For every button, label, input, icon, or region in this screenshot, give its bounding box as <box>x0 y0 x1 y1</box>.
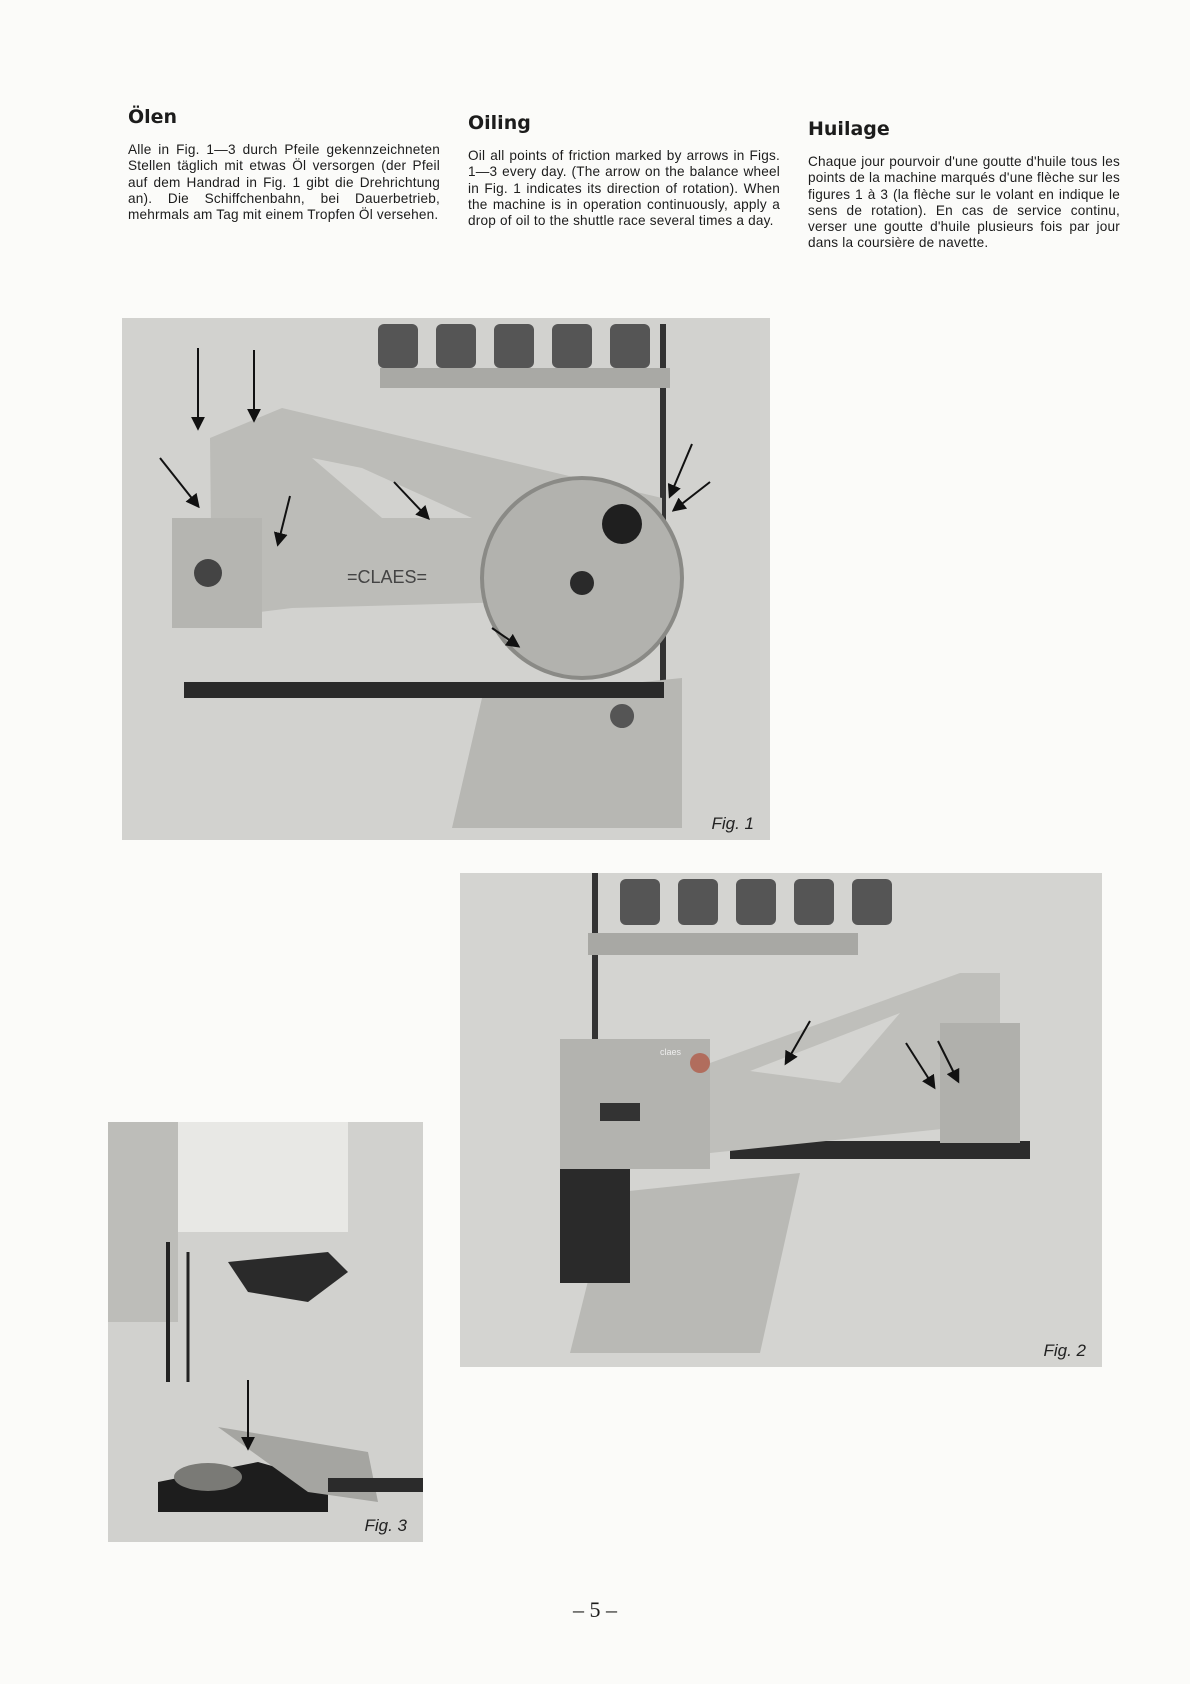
section-body: Oil all points of friction marked by arrows in Figs. 1—3 every day. (The arrow on the balance wheel in Fig. 1 indicates its direction of rotation). When the machine is in operation continuously, apply a drop of oil to the shuttle race several times a day. <box>468 148 780 229</box>
section-heading: Ölen <box>128 106 178 128</box>
machine-brand-label: claes <box>660 1047 682 1057</box>
section-heading: Oiling <box>468 112 531 134</box>
section-heading: Huilage <box>808 118 890 140</box>
figure-2-photo <box>460 873 1102 1367</box>
shuttle-race-closeup-illustration <box>108 1122 423 1542</box>
figure-3-caption: Fig. 3 <box>364 1516 407 1535</box>
sewing-machine-side-illustration <box>122 318 770 840</box>
section-body: Chaque jour pourvoir d'une goutte d'huile tous les points de la machine marqués d'une flèche sur les figures 1 à 3 (la flèche sur le volant en indique le sens de rotation). En cas de service continu, verser une goutte d'huile plusieurs fois par jour dans la coursière de navette. <box>808 154 1120 251</box>
section-french <box>808 118 1120 252</box>
section-german <box>128 106 440 223</box>
figure-1-caption: Fig. 1 <box>711 814 754 833</box>
figure-2-caption: Fig. 2 <box>1043 1341 1086 1360</box>
figure-3-photo <box>108 1122 423 1542</box>
page-number: – 5 – <box>573 1597 617 1622</box>
figure-1-photo <box>122 318 770 840</box>
machine-brand-label: =CLAES= <box>347 567 428 587</box>
sewing-machine-rear-illustration <box>460 873 1102 1367</box>
section-body: Alle in Fig. 1—3 durch Pfeile gekennzeichneten Stellen täglich mit etwas Öl versorgen (der Pfeil auf dem Handrad in Fig. 1 gibt die Drehrichtung an). Die Schiffchenbahn, bei Dauerbetrieb, mehrmals am Tag mit einem Tropfen Öl versehen. <box>128 142 440 223</box>
section-english <box>468 112 780 229</box>
